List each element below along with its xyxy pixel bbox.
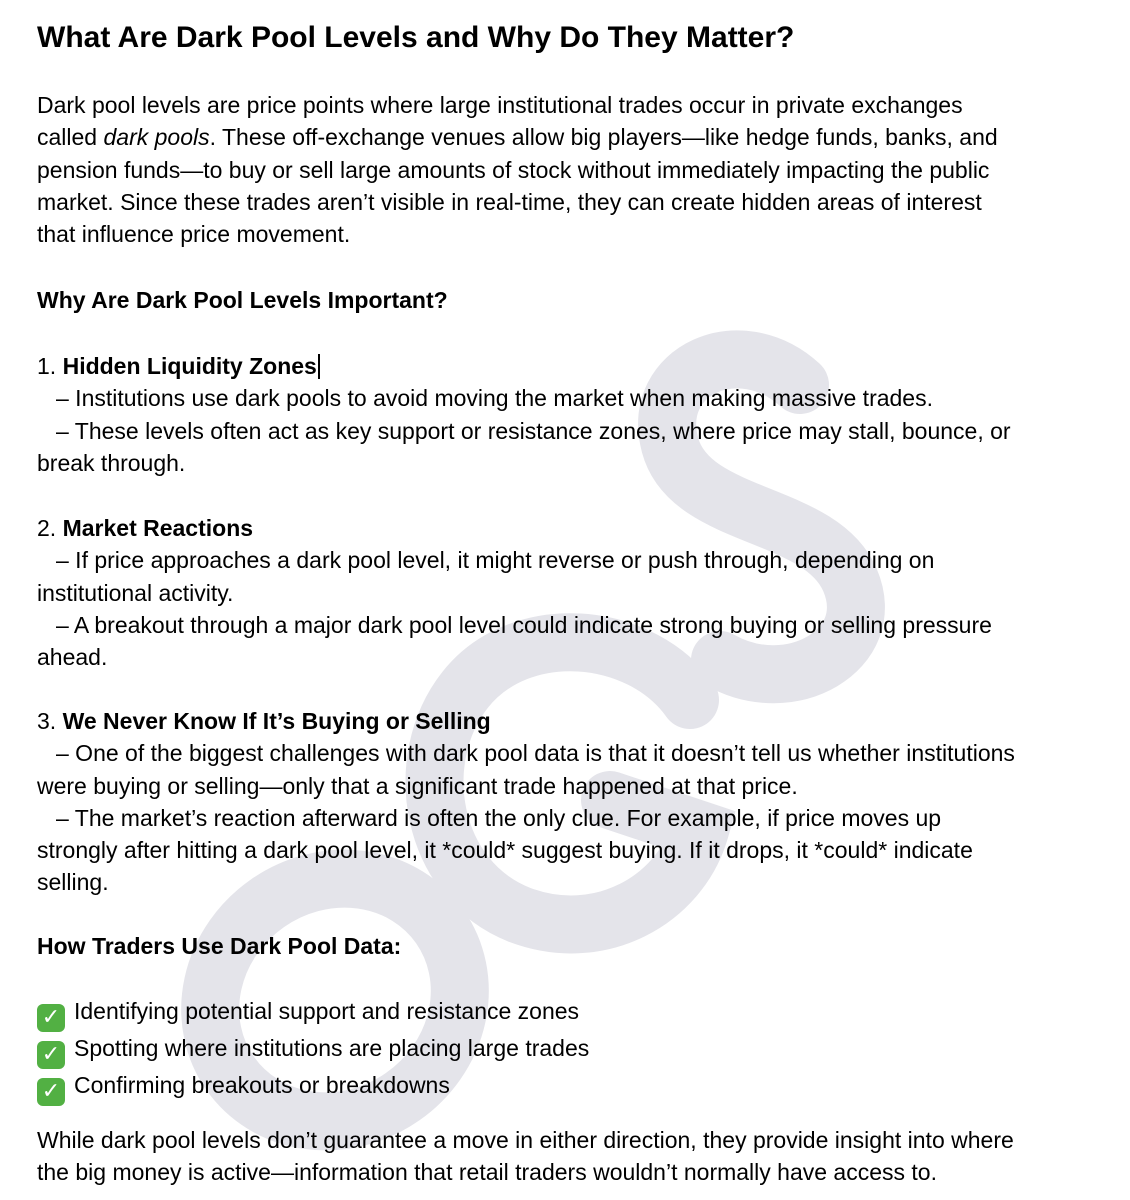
check-mark-icon: ✓ [37,1004,65,1032]
point-3 [37,705,1097,899]
point-line: – One of the biggest challenges with dark pool data is that it doesn’t tell us whether institutions [56,740,1015,767]
point-number: 1. [37,353,63,379]
point-line: strongly after hitting a dark pool level, it *could* suggest buying. If it drops, it *could* indicate [37,837,973,864]
point-number: 3. [37,708,63,734]
check-mark-icon: ✓ [37,1041,65,1069]
checklist-item-label: Identifying potential support and resistance zones [74,998,580,1024]
point-line: break through. [37,449,186,476]
point-number: 2. [37,515,63,541]
point-line: – If price approaches a dark pool level, it might reverse or push through, depending on [56,547,935,574]
section-heading-usage: How Traders Use Dark Pool Data: [37,933,402,959]
point-line: were buying or selling—only that a significant trade happened at that price. [37,772,798,799]
checklist-item-label: Confirming breakouts or breakdowns [74,1072,450,1098]
point-line: institutional activity. [37,579,234,606]
point-line: – A breakout through a major dark pool level could indicate strong buying or selling pressure [56,611,992,638]
usage-checklist [37,995,1097,1106]
dark-pools-term: dark pools [103,124,210,151]
intro-line: pension funds—to buy or sell large amounts of stock without immediately impacting the public [37,156,990,183]
intro-line: Dark pool levels are price points where large institutional trades occur in private exchanges [37,92,963,118]
text-cursor [318,354,320,379]
point-line: – Institutions use dark pools to avoid moving the market when making massive trades. [56,385,933,412]
point-line: – The market’s reaction afterward is often the only clue. For example, if price moves up [56,804,942,831]
point-heading [37,512,1097,544]
closing-line: While dark pool levels don’t guarantee a move in either direction, they provide insight into where [37,1127,1014,1153]
checklist-item [37,1032,1097,1069]
point-1 [37,350,1097,479]
closing-line: the big money is active—information that retail traders wouldn’t normally have access to. [37,1159,937,1186]
closing-paragraph [37,1124,1097,1189]
intro-text: called [37,124,104,151]
point-2 [37,512,1097,673]
intro-line: market. Since these trades aren’t visible in real-time, they can create hidden areas of interest [37,188,982,215]
intro-line [37,121,1097,153]
point-title: Hidden Liquidity Zones [62,353,317,379]
point-line: ahead. [37,644,108,671]
point-line: – These levels often act as key support or resistance zones, where price may stall, bounce, or [56,417,1011,444]
checklist-item [37,995,1097,1032]
checklist-item-label: Spotting where institutions are placing large trades [74,1035,590,1061]
point-title: We Never Know If It’s Buying or Selling [62,708,491,734]
intro-text: . These off-exchange venues allow big players—like hedge funds, banks, and [209,124,998,151]
intro-paragraph [37,89,1097,250]
checklist-item [37,1069,1097,1106]
section-heading-importance: Why Are Dark Pool Levels Important? [37,287,448,313]
point-heading [37,350,1097,382]
point-line: selling. [37,869,109,896]
check-mark-icon: ✓ [37,1078,65,1106]
point-title: Market Reactions [62,515,254,541]
point-heading [37,705,1097,737]
page-title: What Are Dark Pool Levels and Why Do They Matter? [37,21,795,54]
intro-line: that influence price movement. [37,221,351,248]
